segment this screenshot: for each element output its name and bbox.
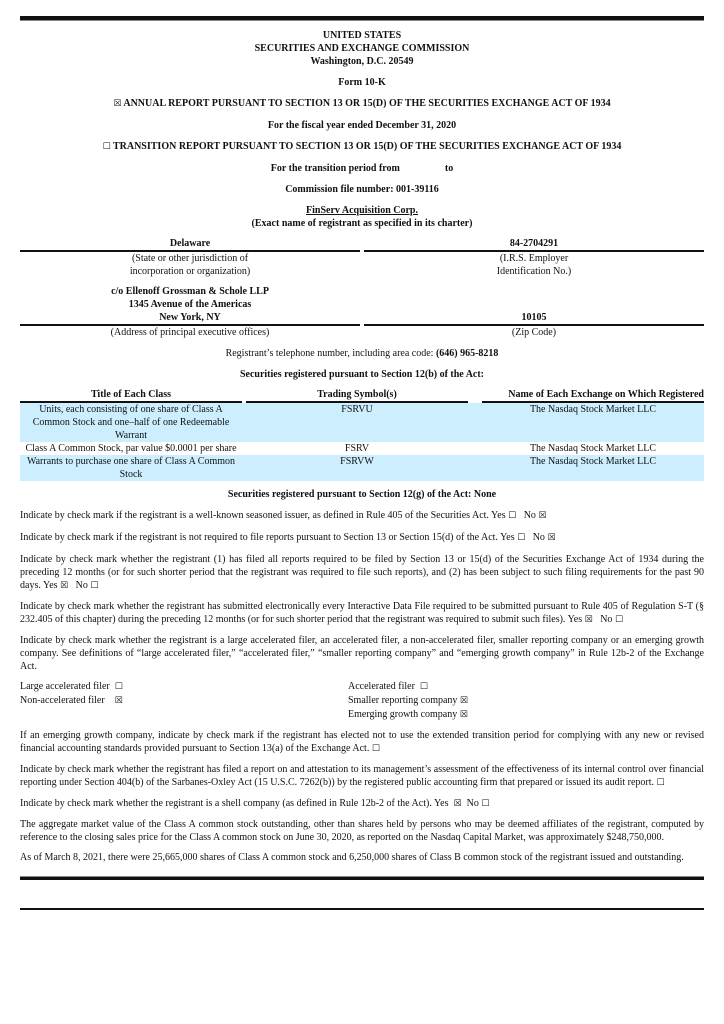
table-row [20,442,704,455]
exchange-cell: The Nasdaq Stock Market LLC [482,455,704,481]
filer-smaller [348,694,676,708]
header-line: SECURITIES AND EXCHANGE COMMISSION [254,43,470,54]
checkbox-unchecked: ☐ [102,142,111,152]
checkbox-checked: ☒ [113,99,122,109]
phone-label: Registrant’s telephone number, including area code: [225,348,434,359]
question-text: If an emerging growth company, indicate by check mark if the registrant has elected not to use the extended transition period for complying with any new or revised financial accounting standards provided pursuant to Section 13(a) of the Exchange Act. [20,730,704,754]
address-line: 1345 Avenue of the Americas [128,299,252,310]
caption: (State or other jurisdiction of [131,253,249,264]
table-row [20,455,704,481]
no-label: No [600,614,613,625]
address-line: c/o Ellenoff Grossman & Schole LLP [111,286,269,297]
table-row [20,403,704,442]
phone: (646) 965-8218 [435,348,499,359]
class-cell: Class A Common Stock, par value $0.0001 per share [25,443,237,454]
column-header: Trading Symbol(s) [246,388,468,403]
question-interactive-data [20,600,704,627]
class-cell: Warrants to purchase one share of Class A Common Stock [20,455,242,481]
symbol-cell: FSRVU [246,403,468,442]
question-transition-period [20,729,704,756]
checkbox-checked[interactable]: ☒ [459,696,468,706]
header-line: UNITED STATES [322,30,402,41]
checkbox-checked[interactable]: ☒ [538,511,547,521]
checkbox-checked[interactable]: ☒ [584,615,593,625]
checkbox-unchecked[interactable]: ☐ [517,533,526,543]
checkbox-checked[interactable]: ☒ [60,581,69,591]
checkbox-unchecked[interactable]: ☐ [481,799,490,809]
checkbox-unchecked[interactable]: ☐ [90,581,99,591]
top-rule [20,16,704,21]
form-title: Form 10-K [338,77,386,88]
no-label: No [466,798,479,809]
yes-label: Yes [500,532,515,543]
no-label: No [523,510,536,521]
filer-label: Smaller reporting company [348,695,458,706]
filer-large [20,680,348,694]
exchange-cell: The Nasdaq Stock Market LLC [529,443,657,454]
checkbox-unchecked[interactable]: ☐ [508,511,517,521]
question-shell [20,797,704,811]
yes-label: Yes [567,614,583,625]
symbol-cell: FSRV [344,443,370,454]
filer-status-grid [20,680,704,722]
fiscal-year: For the fiscal year ended December 31, 2020 [267,120,457,131]
caption: (I.R.S. Employer [499,253,569,264]
checkbox-unchecked[interactable]: ☐ [656,778,665,788]
question-text: Indicate by check mark if the registrant is not required to file reports pursuant to Section 13 or Section 15(d) of the Act. [20,532,498,543]
agency-header [20,29,704,68]
page-end-rule [20,908,704,910]
table-header [20,388,704,403]
question-text: Indicate by check mark whether the registrant (1) has filed all reports required to be filed by Section 13 or 15(d) of the Securities Exchange Act of 1934 during the preceding 12 months (or for such shorter period that the registrant was required to file such reports), and (2) has been subject to such filing requirements for the past 90 days. [20,554,704,591]
registrant-caption: (Exact name of registrant as specified in its charter) [251,218,473,229]
header-line: Washington, D.C. 20549 [310,56,414,67]
filer-label: Large accelerated filer [20,681,110,692]
securities-table [20,388,704,481]
symbol-cell: FSRVW [246,455,468,481]
filer-accelerated [348,680,676,694]
yes-label: Yes [42,580,58,591]
question-wksi [20,509,704,523]
transition-report-label: TRANSITION REPORT PURSUANT TO SECTION 13 OR 15(D) OF THE SECURITIES EXCHANGE ACT OF 1934 [112,141,622,152]
exchange-cell: The Nasdaq Stock Market LLC [482,403,704,442]
filer-label: Accelerated filer [348,681,415,692]
no-label: No [75,580,88,591]
state-ein-row [20,237,704,278]
checkbox-checked[interactable]: ☒ [547,533,556,543]
shares-outstanding: As of March 8, 2021, there were 25,665,000 shares of Class A common stock and 6,250,000 shares of Class B common stock of the registrant issued and outstanding. [20,852,684,863]
section-12b-title: Securities registered pursuant to Section 12(b) of the Act: [239,369,485,380]
zip: 10105 [364,311,704,326]
no-label: No [532,532,545,543]
checkbox-checked[interactable]: ☒ [453,799,462,809]
checkbox-unchecked[interactable]: ☐ [614,615,624,625]
filer-emerging [348,708,676,722]
annual-report-line [20,97,704,111]
question-filed-reports [20,553,704,593]
annual-report-label: ANNUAL REPORT PURSUANT TO SECTION 13 OR 15(D) OF THE SECURITIES EXCHANGE ACT OF 1934 [123,98,611,109]
question-not-required [20,531,704,545]
checkbox-unchecked[interactable]: ☐ [114,682,123,692]
section-12g: Securities registered pursuant to Section 12(g) of the Act: None [227,489,497,500]
telephone-line [20,347,704,360]
question-text: Indicate by check mark if the registrant is a well-known seasoned issuer, as defined in Rule 405 of the Securities Act. [20,510,489,521]
class-cell: Units, each consisting of one share of Class A Common Stock and one–half of one Redeemable Warrant [20,403,242,442]
question-text: Indicate by check mark whether the registrant has filed a report on and attestation to its management’s assessment of the effectiveness of its internal control over financial reporting under Section 404(b) of the Sarbanes-Oxley Act (15 U.S.C. 7262(b)) by the registered public accounting firm that prepared or issued its audit report. [20,764,704,788]
checkbox-checked[interactable]: ☒ [114,696,123,706]
ein: 84-2704291 [364,237,704,252]
filer-label: Non-accelerated filer [20,695,105,706]
form-10k-cover [20,16,704,910]
filer-label: Emerging growth company [348,709,458,720]
caption: (Address of principal executive offices) [110,327,270,338]
filer-non-accelerated [20,694,348,708]
question-text: Indicate by check mark whether the registrant is a shell company (as defined in Rule 12b-2 of the Act). [20,798,432,809]
file-number: Commission file number: 001-39116 [285,184,439,195]
caption: (Zip Code) [511,327,557,338]
checkbox-checked[interactable]: ☒ [459,710,468,720]
caption: incorporation or organization) [129,266,251,277]
yes-label: Yes [491,510,506,521]
transition-to: to [444,163,454,174]
yes-label: Yes [433,798,449,809]
column-header: Name of Each Exchange on Which Registered [482,388,704,403]
caption: Identification No.) [496,266,572,277]
checkbox-unchecked[interactable]: ☐ [371,744,380,754]
column-header: Title of Each Class [20,388,242,403]
question-text: Indicate by check mark whether the registrant has submitted electronically every Interactive Data File required to be submitted pursuant to Rule 405 of Regulation S-T (§ 232.405 of this chapter) during the preceding 12 months (or for such shorter period that the registrant was required to submit such files). [20,601,704,625]
transition-report-line [20,140,704,154]
transition-from: For the transition period from [270,163,400,174]
transition-period [20,162,704,175]
registrant-name: FinServ Acquisition Corp. [306,205,418,216]
address-line: New York, NY [20,311,360,326]
state: Delaware [20,237,360,252]
market-value: The aggregate market value of the Class A common stock outstanding, other than shares held by persons who may be deemed affiliates of the registrant, computed by reference to the closing sales price for the Class A common stock on June 30, 2020, as reported on the Nasdaq Capital Market, was approximately $248,750,000. [20,819,704,843]
checkbox-unchecked[interactable]: ☐ [419,682,428,692]
question-filer-status: Indicate by check mark whether the registrant is a large accelerated filer, an accelerated filer, a non-accelerated filer, smaller reporting company or an emerging growth company. See definitions of “large accelerated filer,” “accelerated filer,” “smaller reporting company” and “emerging growth company” in Rule 12b-2 of the Exchange Act. [20,635,704,672]
question-icfr [20,763,704,790]
address-zip-row [20,285,704,339]
bottom-rule [20,876,704,880]
